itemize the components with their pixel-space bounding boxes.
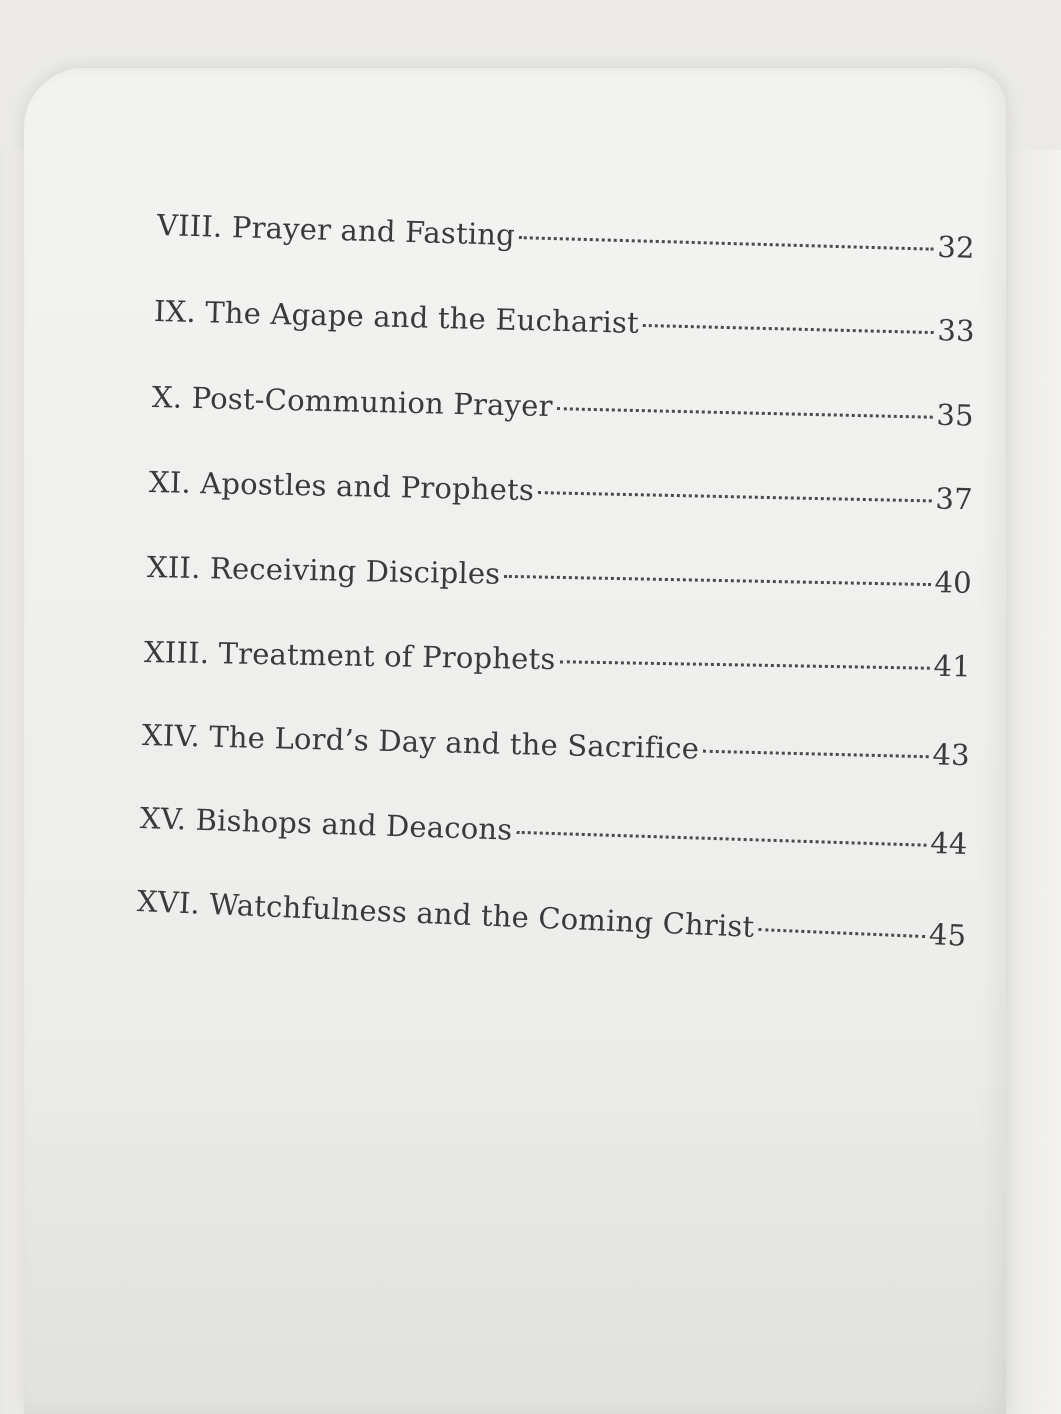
toc-dot-leader [519,236,934,251]
toc-dot-leader [559,660,929,669]
toc-dot-leader [516,831,926,847]
toc-entry-title: XIII. Treatment of Prophets [143,635,556,677]
toc-entry-page: 45 [928,917,967,953]
toc-entry-title: X. Post-Communion Prayer [151,380,554,424]
toc-entry-ix [154,294,976,348]
toc-entry-page: 40 [934,565,973,600]
toc-entry-xv [139,801,968,861]
toc-dot-leader [758,928,925,938]
toc-dot-leader [703,750,928,759]
toc-entry-x [152,380,975,433]
toc-entry-title: VIII. Prayer and Fasting [156,208,516,252]
toc-entry-page: 41 [933,648,972,684]
toc-entry-xii [147,550,973,600]
toc-entry-title: XVI. Watchfulness and the Coming Christ [136,884,755,944]
page-bottom-shadow [24,1014,1006,1414]
toc-entry-xiii [144,635,971,683]
toc-entry-xiv [142,718,971,772]
table-of-contents [24,68,1006,1068]
toc-entry-title: XI. Apostles and Prophets [148,465,535,508]
toc-entry-viii [157,208,976,265]
toc-entry-title: IX. The Agape and the Eucharist [153,294,640,340]
toc-dot-leader [557,407,933,419]
toc-entry-page: 33 [937,313,976,349]
toc-entry-page: 35 [936,397,975,433]
toc-dot-leader [504,575,930,586]
toc-entry-xi [149,465,974,516]
toc-entry-title: XIV. The Lord’s Day and the Sacrifice [141,718,700,766]
book-page [24,68,1006,1414]
toc-entry-title: XII. Receiving Disciples [146,550,501,591]
toc-entry-page: 43 [932,737,971,773]
toc-entry-page: 37 [935,481,974,517]
toc-entry-xvi [136,884,967,953]
toc-entry-page: 32 [936,229,976,265]
toc-entry-title: XV. Bishops and Deacons [139,801,513,847]
toc-entry-page: 44 [929,825,969,861]
toc-dot-leader [538,491,932,502]
toc-dot-leader [643,324,934,334]
